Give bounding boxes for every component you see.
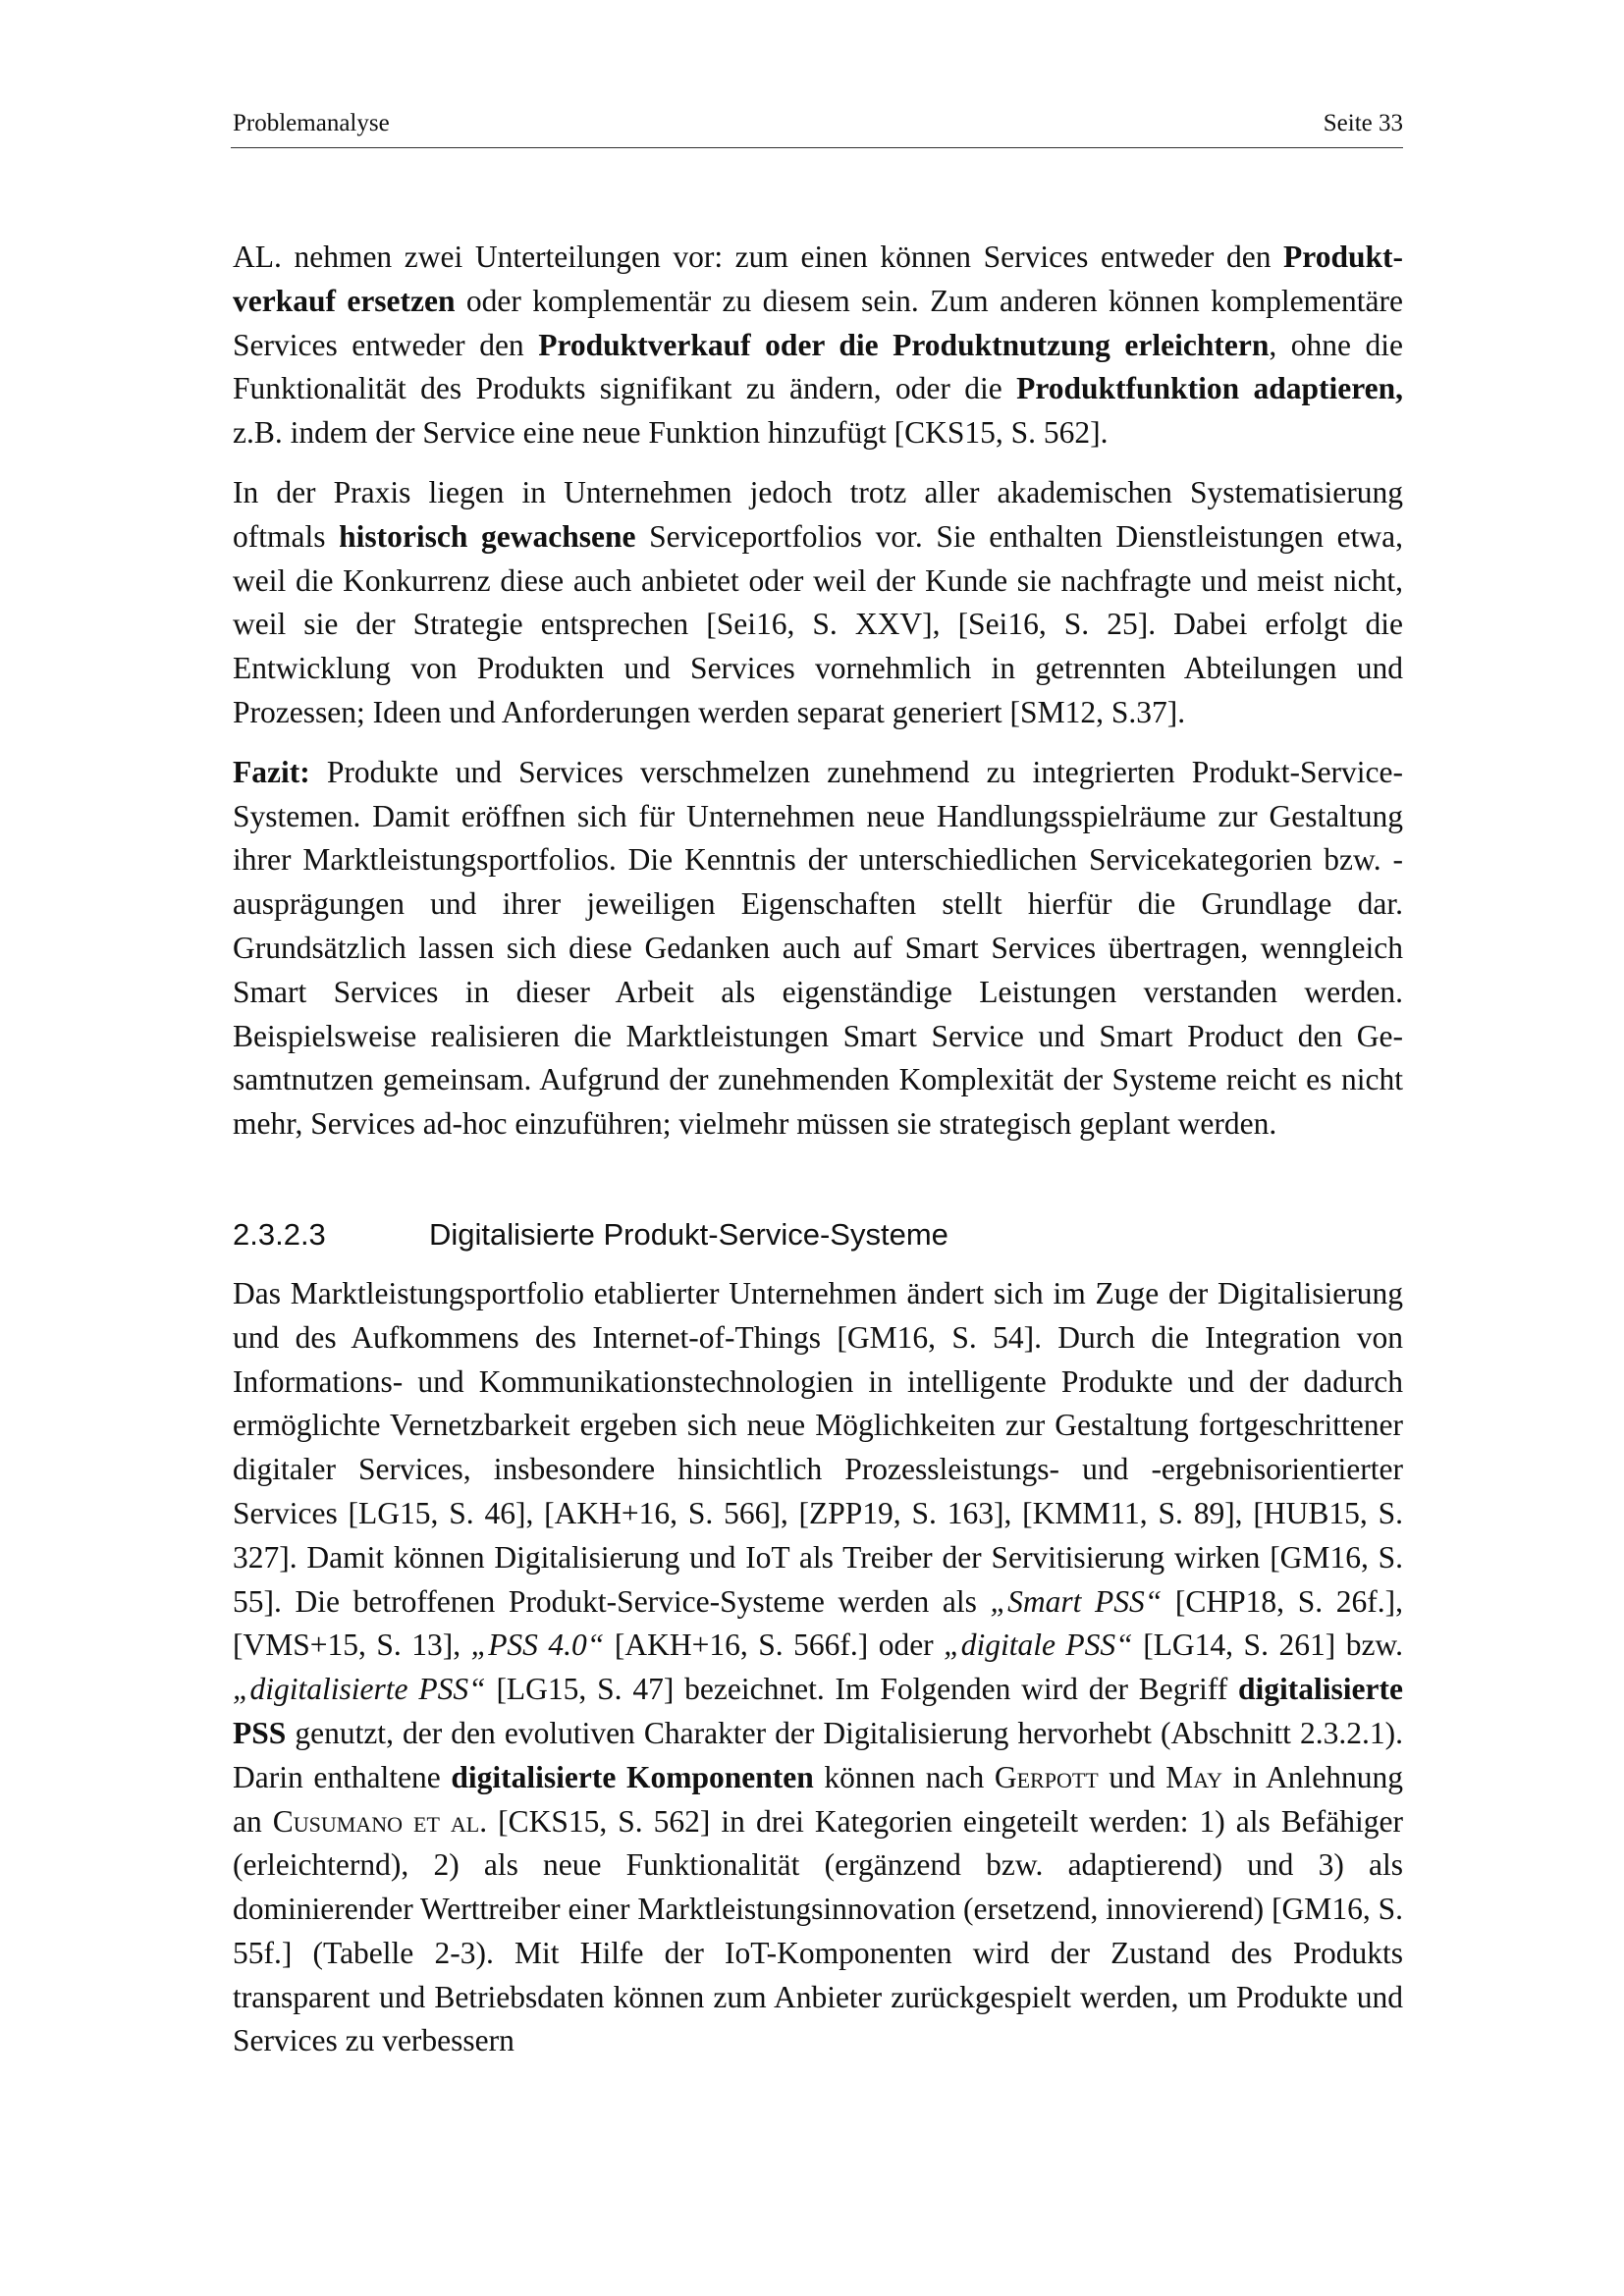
italic-term: „PSS 4.0“ xyxy=(470,1628,605,1663)
paragraph-service-types xyxy=(233,236,1403,455)
bold-term: Produktverkauf ersetzen xyxy=(233,240,1403,318)
body-text xyxy=(233,236,1403,2079)
text-run: in Anlehnung an xyxy=(233,1759,1403,1839)
paragraph-conclusion xyxy=(233,751,1403,1147)
text-run: und xyxy=(1098,1759,1166,1794)
bold-term: Produktfunktion adaptieren, xyxy=(1016,371,1404,406)
text-run: In der Praxis liegen in Unternehmen jedoch trotz aller akademischen Systematisierung oftmals xyxy=(233,474,1403,554)
italic-term: „Smart PSS“ xyxy=(990,1583,1163,1619)
italic-term: „digitale PSS“ xyxy=(944,1628,1133,1663)
text-run: Serviceportfolios vor. Sie enthalten Dienstleistungen etwa, weil die Konkurrenz diese auch anbietet oder weil der Kunde sie nachfragte und meist nicht, weil sie der Strategie entsprechen [Sei16, S. XXV], [Sei16, S. 25]. Dabei erfolgt die Entwicklung von Produkten und Services vornehmlich in getrennten Abteilungen und Prozessen; Ideen und Anforderungen werden separat generiert [SM12, S.37]. xyxy=(233,518,1403,729)
running-header xyxy=(233,110,1403,137)
header-page-number: Seite 33 xyxy=(1323,110,1403,136)
paragraph-practice xyxy=(233,471,1403,735)
text-run: z.B. indem der Service eine neue Funktion hinzufügt [CKS15, S. 562]. xyxy=(233,415,1109,451)
text-run: , ohne die Funktionalität des Produkts signifikant zu ändern, oder die xyxy=(233,327,1403,406)
text-run: [AKH+16, S. 566f.] oder xyxy=(604,1628,945,1663)
section-heading xyxy=(233,1215,1403,1255)
text-run: Das Marktleistungsportfolio etablierter Unternehmen ändert sich im Zuge der Digitalisierung und des Aufkommens des Internet-of-Things [GM16, S. 54]. Durch die Integration von Informations- und Kommunikationstechnologien in intelligente Produkte und der dadurch ermöglichte Vernetzbarkeit ergeben sich neue Möglichkeiten zur Gestaltung fortgeschrittener digitaler Services, insbesondere hinsichtlich Prozessleistungs- und -ergebnisorientierter Services [LG15, S. 46], [AKH+16, S. 566], [ZPP19, S. 163], [KMM11, S. 89], [HUB15, S. 327]. Damit können Digitalisierung und IoT als Treiber der Servitisierung wirken [GM16, S. 55]. Die betroffenen Produkt-Service-Systeme werden als xyxy=(233,1275,1403,1619)
header-rule xyxy=(231,147,1403,148)
author-small-caps: May xyxy=(1165,1759,1222,1794)
text-run: [LG14, S. 261] bzw. xyxy=(1132,1628,1403,1663)
text-run: [CKS15, S. 562] in drei Kategorien eingeteilt werden: 1) als Befähiger (erleichternd), 2) als neue Funktionalität (ergänzend bzw. adaptierend) und 3) als dominierender Werttreiber einer Marktleistungsinnovation (ersetzend, innovierend) [GM16, S. 55f.] (Tabelle 2-3). Mit Hilfe der IoT-Komponenten wird der Zustand des Produkts transparent und Betriebsdaten können zum Anbieter zurückgespielt werden, um Produkte und Services zu verbessern xyxy=(233,1803,1404,2058)
section-number: 2.3.2.3 xyxy=(233,1216,326,1252)
author-small-caps: Cusumano et al. xyxy=(272,1803,488,1839)
text-run: [CHP18, S. 26f.], [VMS+15, S. 13], xyxy=(233,1583,1403,1663)
header-chapter-title: Problemanalyse xyxy=(233,110,390,136)
author-small-caps: AL. xyxy=(233,240,282,274)
text-run: können nach xyxy=(813,1759,995,1794)
text-run: oder komplementär zu diesem sein. Zum anderen können komplementäre Services entweder den xyxy=(233,283,1403,362)
paragraph-digital-pss xyxy=(233,1272,1403,2063)
author-small-caps: Gerpott xyxy=(994,1759,1099,1794)
section-title: Digitalisierte Produkt-Service-Systeme xyxy=(429,1216,948,1252)
bold-term: Produktverkauf oder die Produktnutzung erleichtern xyxy=(538,327,1270,362)
text-run: nehmen zwei Unterteilungen vor: zum einen können Services entweder den xyxy=(281,240,1284,274)
text-run: Produkte und Services verschmelzen zunehmend zu integrierten Produkt-Service-Systemen. Damit eröffnen sich für Unternehmen neue Handlungsspielräume zur Gestaltung ihrer Marktleistungsportfolios. Die Kenntnis der unterschiedlichen Servicekategorien bzw. -ausprägungen und ihrer jeweiligen Eigenschaften stellt hierfür die Grundlage dar. Grundsätzlich lassen sich diese Gedanken auch auf Smart Services übertragen, wenngleich Smart Services in dieser Arbeit als eigenständige Leistungen verstanden werden. Beispielsweise realisieren die Marktleistungen Smart Service und Smart Product den Gesamtnutzen gemeinsam. Aufgrund der zunehmenden Komplexität der Systeme reicht es nicht mehr, Services ad-hoc einzuführen; vielmehr müssen sie strategisch geplant werden. xyxy=(233,754,1403,1142)
text-run: [LG15, S. 47] bezeichnet. Im Folgenden wird der Begriff xyxy=(485,1672,1239,1707)
bold-term: historisch gewachsene xyxy=(339,518,636,554)
bold-term: digitalisierte PSS xyxy=(233,1672,1403,1750)
bold-term: digitalisierte Komponenten xyxy=(451,1759,814,1794)
italic-term: „digitalisierte PSS“ xyxy=(233,1672,486,1707)
text-run: genutzt, der den evolutiven Charakter der Digitalisierung hervorhebt (Abschnitt 2.3.2.1). Darin enthaltene xyxy=(233,1715,1403,1794)
conclusion-label: Fazit: xyxy=(233,754,310,789)
